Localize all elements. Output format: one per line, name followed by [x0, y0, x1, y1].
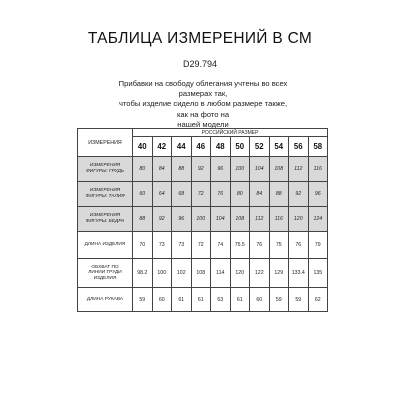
- table-cell: 72: [191, 182, 211, 207]
- row-label-line: ОБХВАТ ПО: [91, 264, 119, 270]
- table-cell: 104: [211, 207, 231, 232]
- table-cell: 60: [152, 288, 172, 312]
- table-cell: 76: [289, 232, 309, 259]
- table-cell: 112: [250, 207, 270, 232]
- table-row: [78, 207, 328, 232]
- table-cell: 61: [230, 288, 250, 312]
- size-header: 52: [250, 137, 270, 157]
- table-cell: 88: [269, 182, 289, 207]
- table-cell: 120: [289, 207, 309, 232]
- table-cell: 73: [172, 232, 192, 259]
- table-cell: 75: [269, 232, 289, 259]
- page-title: ТАБЛИЦА ИЗМЕРЕНИЙ В СМ: [87, 30, 313, 47]
- table-cell: 92: [191, 157, 211, 182]
- row-label: [78, 157, 133, 182]
- table-cell: 104: [250, 157, 270, 182]
- size-header: 46: [191, 137, 211, 157]
- table-cell: 100: [230, 157, 250, 182]
- table-cell: 108: [269, 157, 289, 182]
- table-row: [78, 182, 328, 207]
- size-table: [77, 128, 328, 312]
- row-label-line: ДЛИНА РУКАВА: [86, 296, 124, 302]
- table-cell: 63: [211, 288, 231, 312]
- table-cell: 102: [172, 259, 192, 288]
- fit-note-line: нашей модели: [177, 119, 229, 129]
- size-header: 58: [308, 137, 328, 157]
- row-label-line: ИЗМЕРЕНИЯ: [89, 163, 121, 169]
- table-cell: 84: [152, 157, 172, 182]
- table-cell: 68: [172, 182, 192, 207]
- table-cell: 96: [172, 207, 192, 232]
- table-cell: 62: [308, 288, 328, 312]
- table-cell: 61: [191, 288, 211, 312]
- size-header: 56: [289, 137, 309, 157]
- table-cell: 96: [308, 182, 328, 207]
- table-cell: 124: [308, 207, 328, 232]
- product-code: D29.794: [182, 59, 218, 69]
- row-label-line: ИЗМЕРЕНИЯ: [89, 213, 121, 219]
- row-label-line: ФИГУРЫ: ГРУДЬ: [85, 169, 125, 174]
- table-row: [78, 232, 328, 259]
- table-cell: 61: [172, 288, 192, 312]
- table-cell: 100: [191, 207, 211, 232]
- table-cell: 92: [289, 182, 309, 207]
- row-label: [78, 232, 133, 259]
- table-row: [78, 157, 328, 182]
- size-header: 44: [172, 137, 192, 157]
- row-label: [78, 182, 133, 207]
- row-label-line: ЛИНИИ ГРУДИ: [88, 270, 122, 276]
- size-header: 54: [269, 137, 289, 157]
- row-label: [78, 207, 133, 232]
- table-cell: 120: [230, 259, 250, 288]
- row-label-line: ФИГУРЫ: ТАЛИЯ: [85, 194, 125, 199]
- table-cell: 59: [133, 288, 153, 312]
- table-cell: 79: [308, 232, 328, 259]
- row-label: [78, 259, 133, 288]
- table-cell: 92: [152, 207, 172, 232]
- table-cell: 80: [230, 182, 250, 207]
- table-cell: 116: [308, 157, 328, 182]
- table-cell: 108: [191, 259, 211, 288]
- fit-note-line: чтобы изделие сидело в любом размере также, как на фото на: [118, 99, 288, 119]
- table-cell: 76: [250, 232, 270, 259]
- table-cell: 129: [269, 259, 289, 288]
- table-cell: 72: [191, 232, 211, 259]
- table-row: [78, 259, 328, 288]
- size-header: 48: [211, 137, 231, 157]
- table-cell: 116: [269, 207, 289, 232]
- table-cell: 80: [133, 157, 153, 182]
- corner-label: ИЗМЕРЕНИЯ: [78, 129, 133, 157]
- table-cell: 70: [133, 232, 153, 259]
- table-cell: 75.5: [230, 232, 250, 259]
- table-cell: 122: [250, 259, 270, 288]
- table-cell: 88: [133, 207, 153, 232]
- table-cell: 60: [250, 288, 270, 312]
- row-label-line: ИЗМЕРЕНИЯ: [89, 188, 121, 194]
- table-cell: 114: [211, 259, 231, 288]
- size-group-label: РОССИЙСКИЙ РАЗМЕР: [133, 129, 328, 137]
- table-cell: 96: [211, 157, 231, 182]
- table-cell: 84: [250, 182, 270, 207]
- table-cell: 135: [308, 259, 328, 288]
- table-cell: 74: [211, 232, 231, 259]
- table-cell: 100: [152, 259, 172, 288]
- table-cell: 73: [152, 232, 172, 259]
- table-cell: 108: [230, 207, 250, 232]
- size-header: 50: [230, 137, 250, 157]
- table-cell: 76: [211, 182, 231, 207]
- table-cell: 98.2: [133, 259, 153, 288]
- table-cell: 64: [152, 182, 172, 207]
- table-cell: 133.4: [289, 259, 309, 288]
- table-cell: 88: [172, 157, 192, 182]
- table-cell: 59: [289, 288, 309, 312]
- row-label: [78, 288, 133, 312]
- size-header: 42: [152, 137, 172, 157]
- fit-note: [113, 79, 293, 130]
- fit-note-line: Прибавки на свободу облегания учтены во всех размерах так,: [118, 79, 288, 99]
- row-label-line: ДЛИНА ИЗДЕЛИЯ: [84, 242, 126, 248]
- table-row: [78, 288, 328, 312]
- table-cell: 112: [289, 157, 309, 182]
- table-cell: 59: [269, 288, 289, 312]
- row-label-line: ИЗДЕЛИЯ: [93, 275, 117, 281]
- row-label-line: ФИГУРЫ: БЕДРА: [85, 219, 125, 224]
- size-header: 40: [133, 137, 153, 157]
- table-cell: 60: [133, 182, 153, 207]
